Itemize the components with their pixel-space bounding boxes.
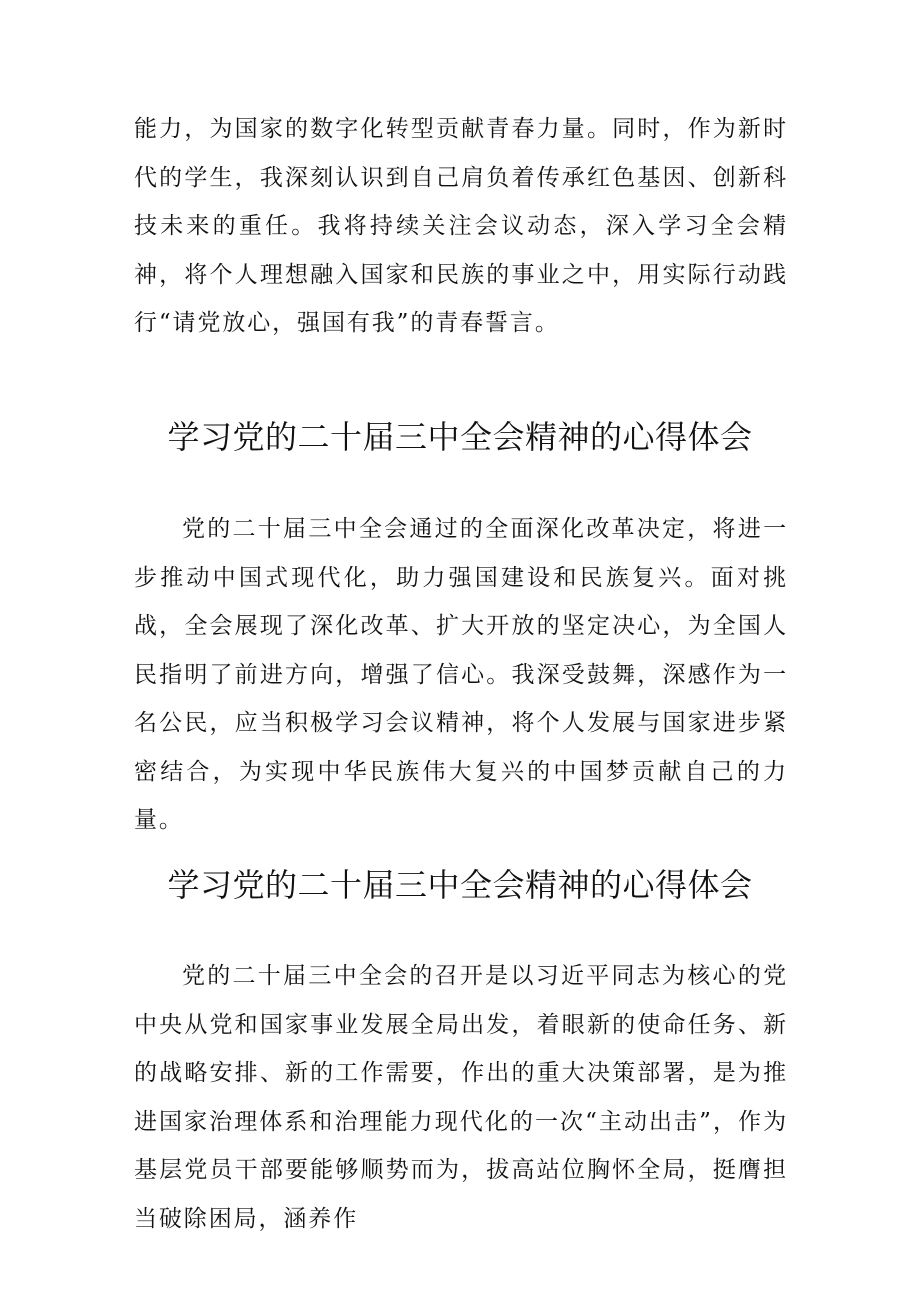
body-paragraph: 党的二十届三中全会的召开是以习近平同志为核心的党中央从党和国家事业发展全局出发，着眼新的使命任务、新的战略安排、新的工作需要，作出的重大决策部署，是为推进国家治理体系和治理能力现代化的一次“主动出击”，作为基层党员干部要能够顺势而为，拔高站位胸怀全局，挺膺担当破除困局，涵养作 [134, 963, 788, 1232]
body-paragraph: 党的二十届三中全会通过的全面深化改革决定，将进一步推动中国式现代化，助力强国建设和民族复兴。面对挑战，全会展现了深化改革、扩大开放的坚定决心，为全国人民指明了前进方向，增强了信心。我深受鼓舞，深感作为一名公民，应当积极学习会议精神，将个人发展与国家进步紧密结合，为实现中华民族伟大复兴的中国梦贡献自己的力量。 [134, 516, 788, 833]
body-paragraph: 能力，为国家的数字化转型贡献青春力量。同时，作为新时代的学生，我深刻认识到自己肩负着传承红色基因、创新科技未来的重任。我将持续关注会议动态，深入学习全会精神，将个人理想融入国家和民族的事业之中，用实际行动践行“请党放心，强国有我”的青春誓言。 [134, 116, 788, 336]
section-heading: 学习党的二十届三中全会精神的心得体会 [167, 866, 753, 904]
section-heading: 学习党的二十届三中全会精神的心得体会 [167, 418, 753, 456]
